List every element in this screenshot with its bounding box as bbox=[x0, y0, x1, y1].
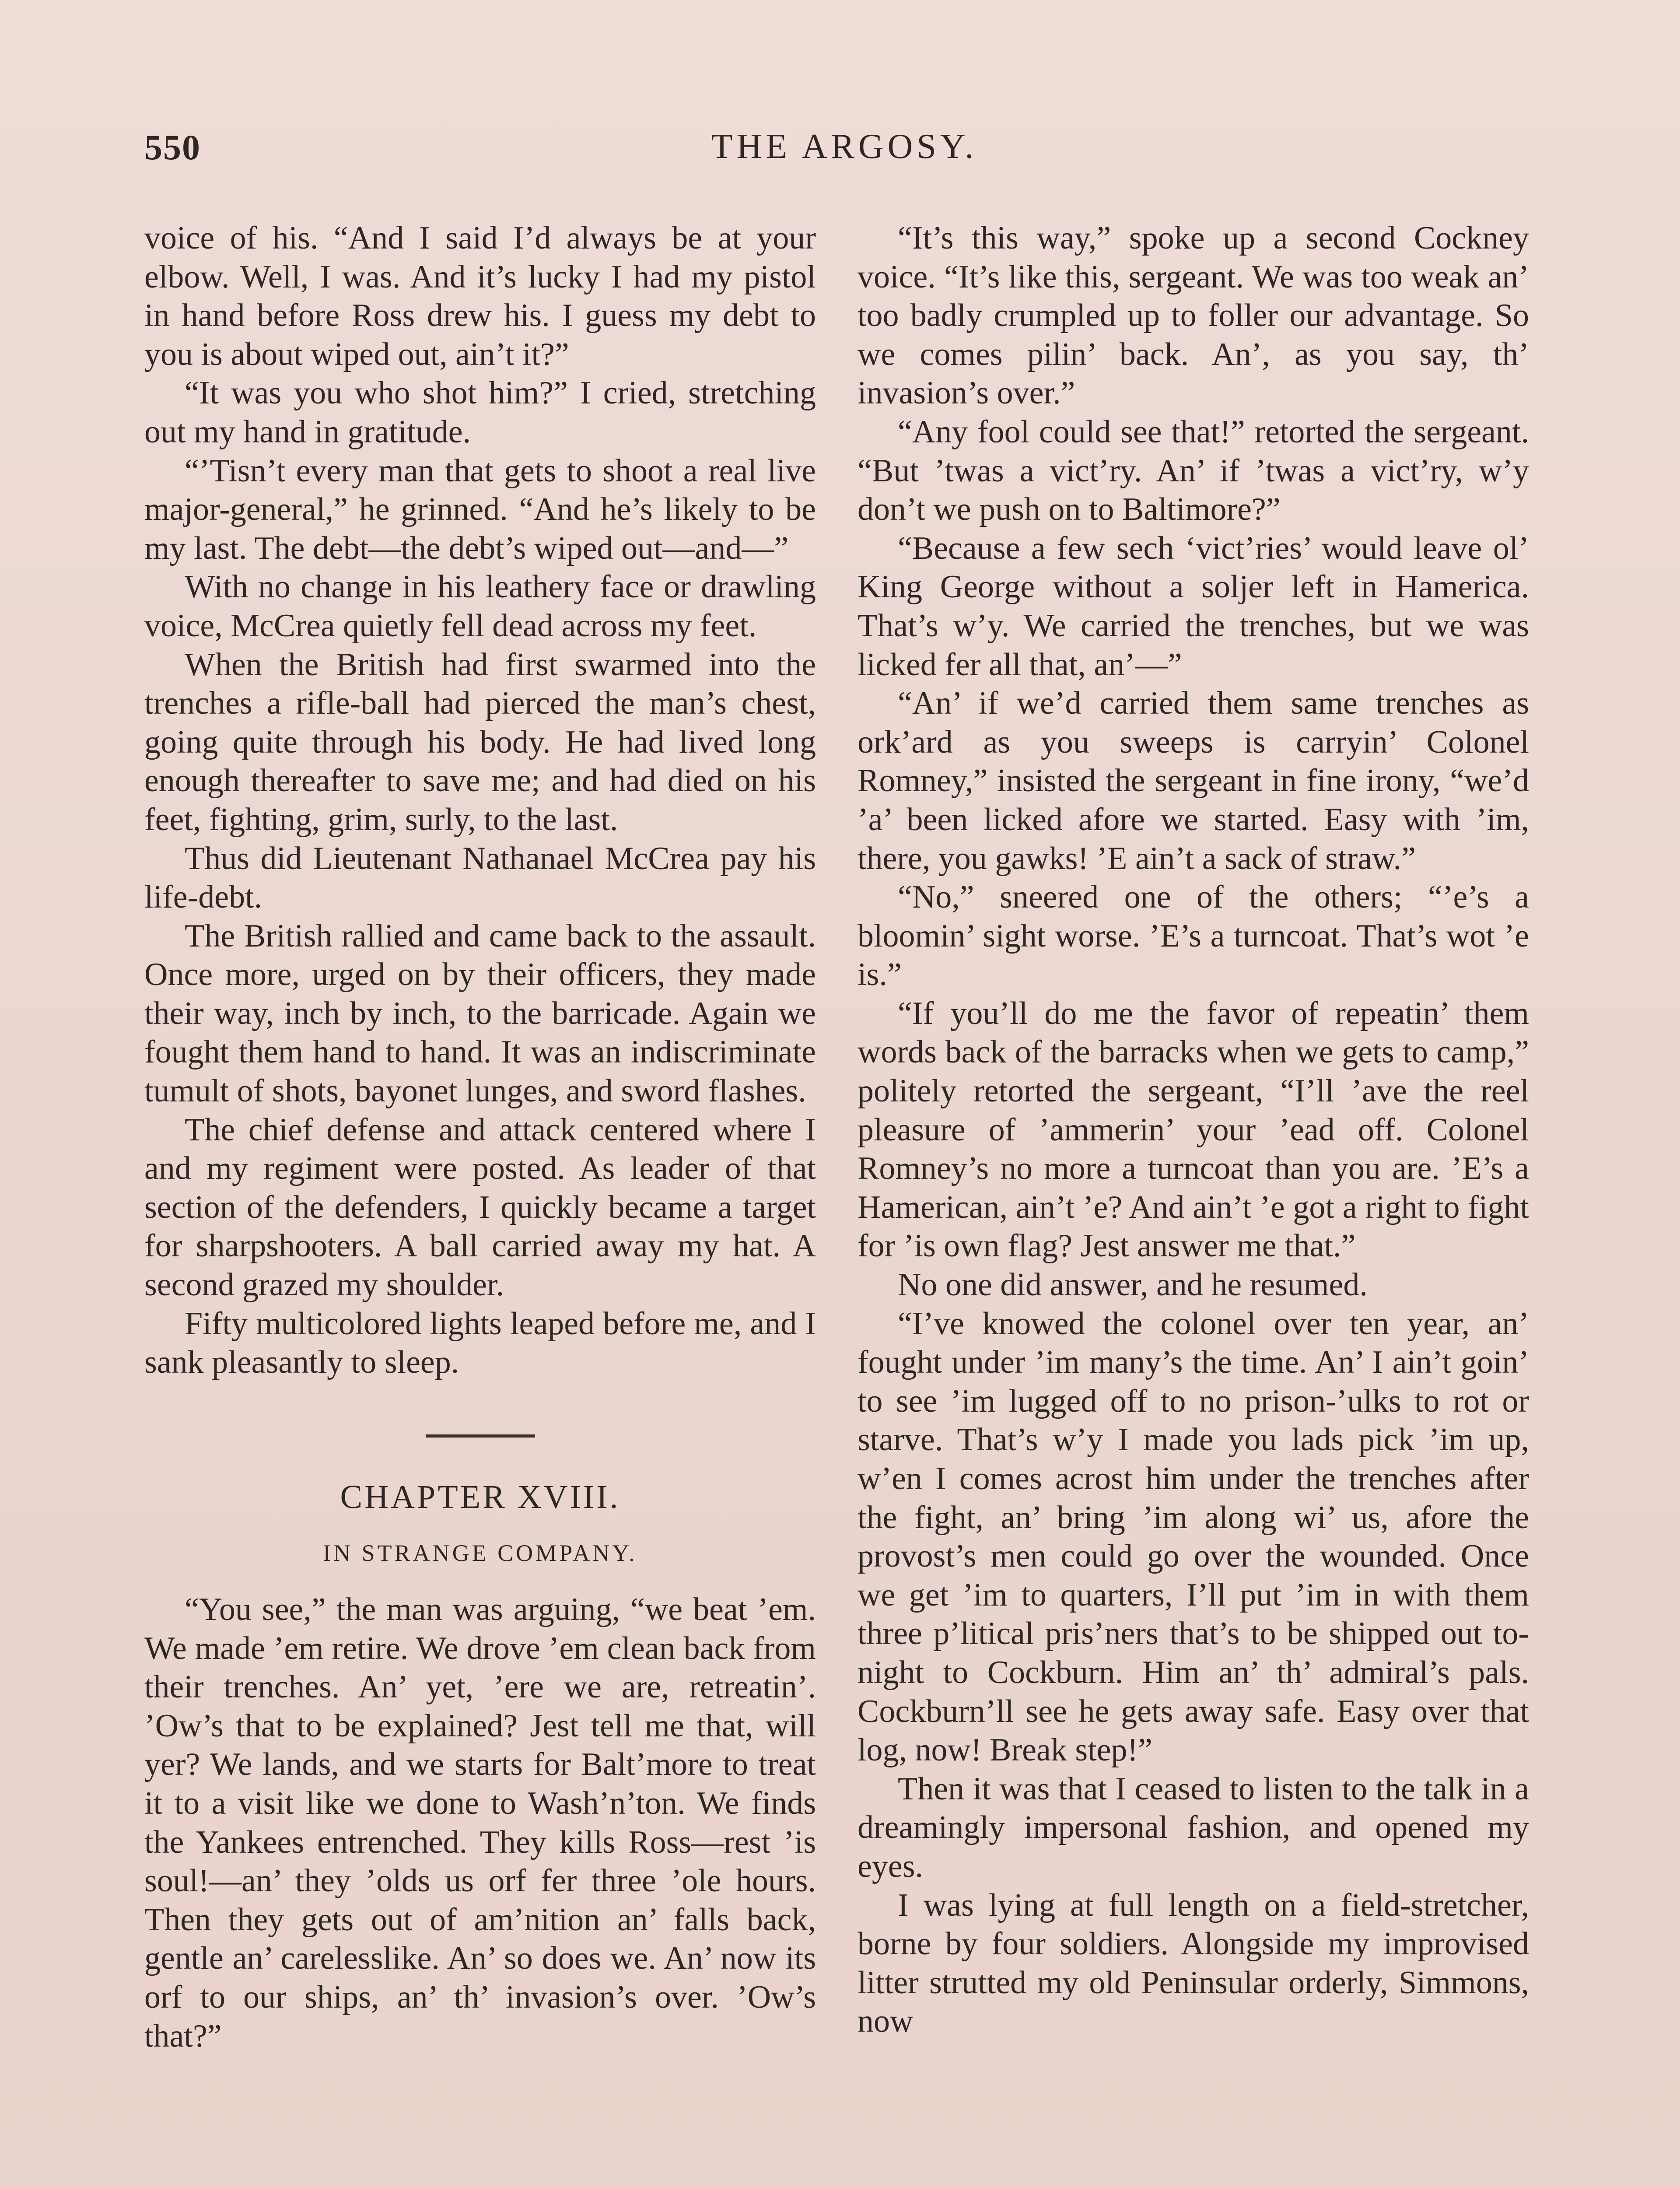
paragraph: “An’ if we’d carried them same trenches as ork’ard as you sweeps is carryin’ Colonel Romney,” insisted the sergeant in fine irony, “we’d ’a’ been licked afore we started. Easy with ’im, there, you gawks! ’E ain’t a sack of straw.” bbox=[858, 685, 1529, 877]
paragraph: Then it was that I ceased to listen to the talk in a dreamingly impersonal fashion, and opened my eyes. bbox=[858, 1771, 1529, 1884]
page-header bbox=[144, 127, 1544, 175]
paragraph: “Because a few sech ‘vict’ries’ would leave ol’ King George without a soljer left in Hamerica. That’s w’y. We carried the trenches, but we was licked fer all that, an’—” bbox=[858, 530, 1529, 683]
paragraph: “If you’ll do me the favor of repeatin’ them words back of the barracks when we gets to camp,” politely retorted the sergeant, “I’ll ’ave the reel pleasure of ’ammerin’ your ’ead off. Colonel Romney’s no more a turncoat than you are. ’E’s a Hamerican, ain’t ’e? And ain’t ’e got a right to fight for ’is own flag? Jest answer me that.” bbox=[858, 995, 1529, 1264]
paragraph: “No,” sneered one of the others; “’e’s a bloomin’ sight worse. ’E’s a turncoat. That’s wot ’e is.” bbox=[858, 879, 1529, 993]
page-number: 550 bbox=[144, 127, 201, 167]
chapter-paragraphs bbox=[144, 1590, 816, 2055]
paragraph: voice of his. “And I said I’d always be at your elbow. Well, I was. And it’s lucky I had my pistol in hand before Ross drew his. I guess my debt to you is about wiped out, ain’t it?” bbox=[144, 220, 816, 372]
paragraph: I was lying at full length on a field-stretcher, borne by four soldiers. Alongside my improvised litter strutted my old Peninsular orderly, Simmons, now bbox=[858, 1887, 1529, 2040]
paragraph: “It was you who shot him?” I cried, stretching out my hand in gratitude. bbox=[144, 375, 816, 450]
paragraph: “I’ve knowed the colonel over ten year, an’ fought under ’im many’s the time. An’ I ain’t goin’ to see ’im lugged off to no prison-’ulks to rot or starve. That’s w’y I made you lads pick ’im up, w’en I comes acrost him under the trenches after the fight, an’ bring ’im along wi’ us, afore the provost’s men could go over the wounded. Once we get ’im to quarters, I’ll put ’im in with them three p’litical pris’ners that’s to be shipped out to-night to Cockburn. Him an’ th’ admiral’s pals. Cockburn’ll see he gets away safe. Easy over that log, now! Break step!” bbox=[858, 1305, 1529, 1768]
left-column bbox=[144, 219, 816, 2055]
paragraph: “Any fool could see that!” retorted the sergeant. “But ’twas a vict’ry. An’ if ’twas a vict’ry, w’y don’t we push on to Baltimore?” bbox=[858, 414, 1529, 528]
chapter-title: CHAPTER XVIII. bbox=[340, 1478, 620, 1515]
paragraph: Thus did Lieutenant Nathanael McCrea pay his life-debt. bbox=[144, 840, 816, 915]
paragraph: “You see,” the man was arguing, “we beat ’em. We made ’em retire. We drove ’em clean back from their trenches. An’ yet, ’ere we are, retreatin’. ’Ow’s that to be explained? Jest tell me that, will yer? We lands, and we starts for Balt’more to treat it to a visit like we done to Wash’n’ton. We finds the Yankees entrenched. They kills Ross—rest ’is soul!—an’ they ’olds us orf fer three ’ole hours. Then they gets out of am’nition an’ falls back, gentle an’ carelesslike. An’ so does we. An’ now its orf to our ships, an’ th’ invasion’s over. ’Ow’s that?” bbox=[144, 1592, 816, 2054]
paragraph: “’Tisn’t every man that gets to shoot a real live major-general,” he grinned. “And he’s likely to be my last. The debt—the debt’s wiped out—and—” bbox=[144, 452, 816, 566]
right-paragraphs bbox=[858, 219, 1529, 2041]
right-column bbox=[858, 219, 1529, 2041]
running-head: THE ARGOSY. bbox=[711, 127, 978, 166]
paragraph: With no change in his leathery face or drawling voice, McCrea quietly fell dead across my feet. bbox=[144, 569, 816, 644]
paragraph: When the British had first swarmed into the trenches a rifle-ball had pierced the man’s chest, going quite through his body. He had lived long enough thereafter to save me; and had died on his feet, fighting, grim, surly, to the last. bbox=[144, 646, 816, 838]
left-paragraphs bbox=[144, 219, 816, 1382]
paragraph: No one did answer, and he resumed. bbox=[898, 1267, 1368, 1303]
chapter-divider-rule bbox=[426, 1434, 535, 1438]
chapter-subtitle: IN STRANGE COMPANY. bbox=[323, 1540, 637, 1567]
paragraph: Fifty multicolored lights leaped before me, and I sank pleasantly to sleep. bbox=[144, 1305, 816, 1381]
paragraph: “It’s this way,” spoke up a second Cockney voice. “It’s like this, sergeant. We was too weak an’ too badly crumpled up to foller our advantage. So we comes pilin’ back. An’, as you say, th’ invasion’s over.” bbox=[858, 220, 1529, 411]
paragraph: The British rallied and came back to the assault. Once more, urged on by their officers, they made their way, inch by inch, to the barricade. Again we fought them hand to hand. It was an indiscriminate tumult of shots, bayonet lunges, and sword flashes. bbox=[144, 918, 816, 1109]
paragraph: The chief defense and attack centered where I and my regiment were posted. As leader of that section of the defenders, I quickly became a target for sharpshooters. A ball carried away my hat. A second grazed my shoulder. bbox=[144, 1112, 816, 1303]
